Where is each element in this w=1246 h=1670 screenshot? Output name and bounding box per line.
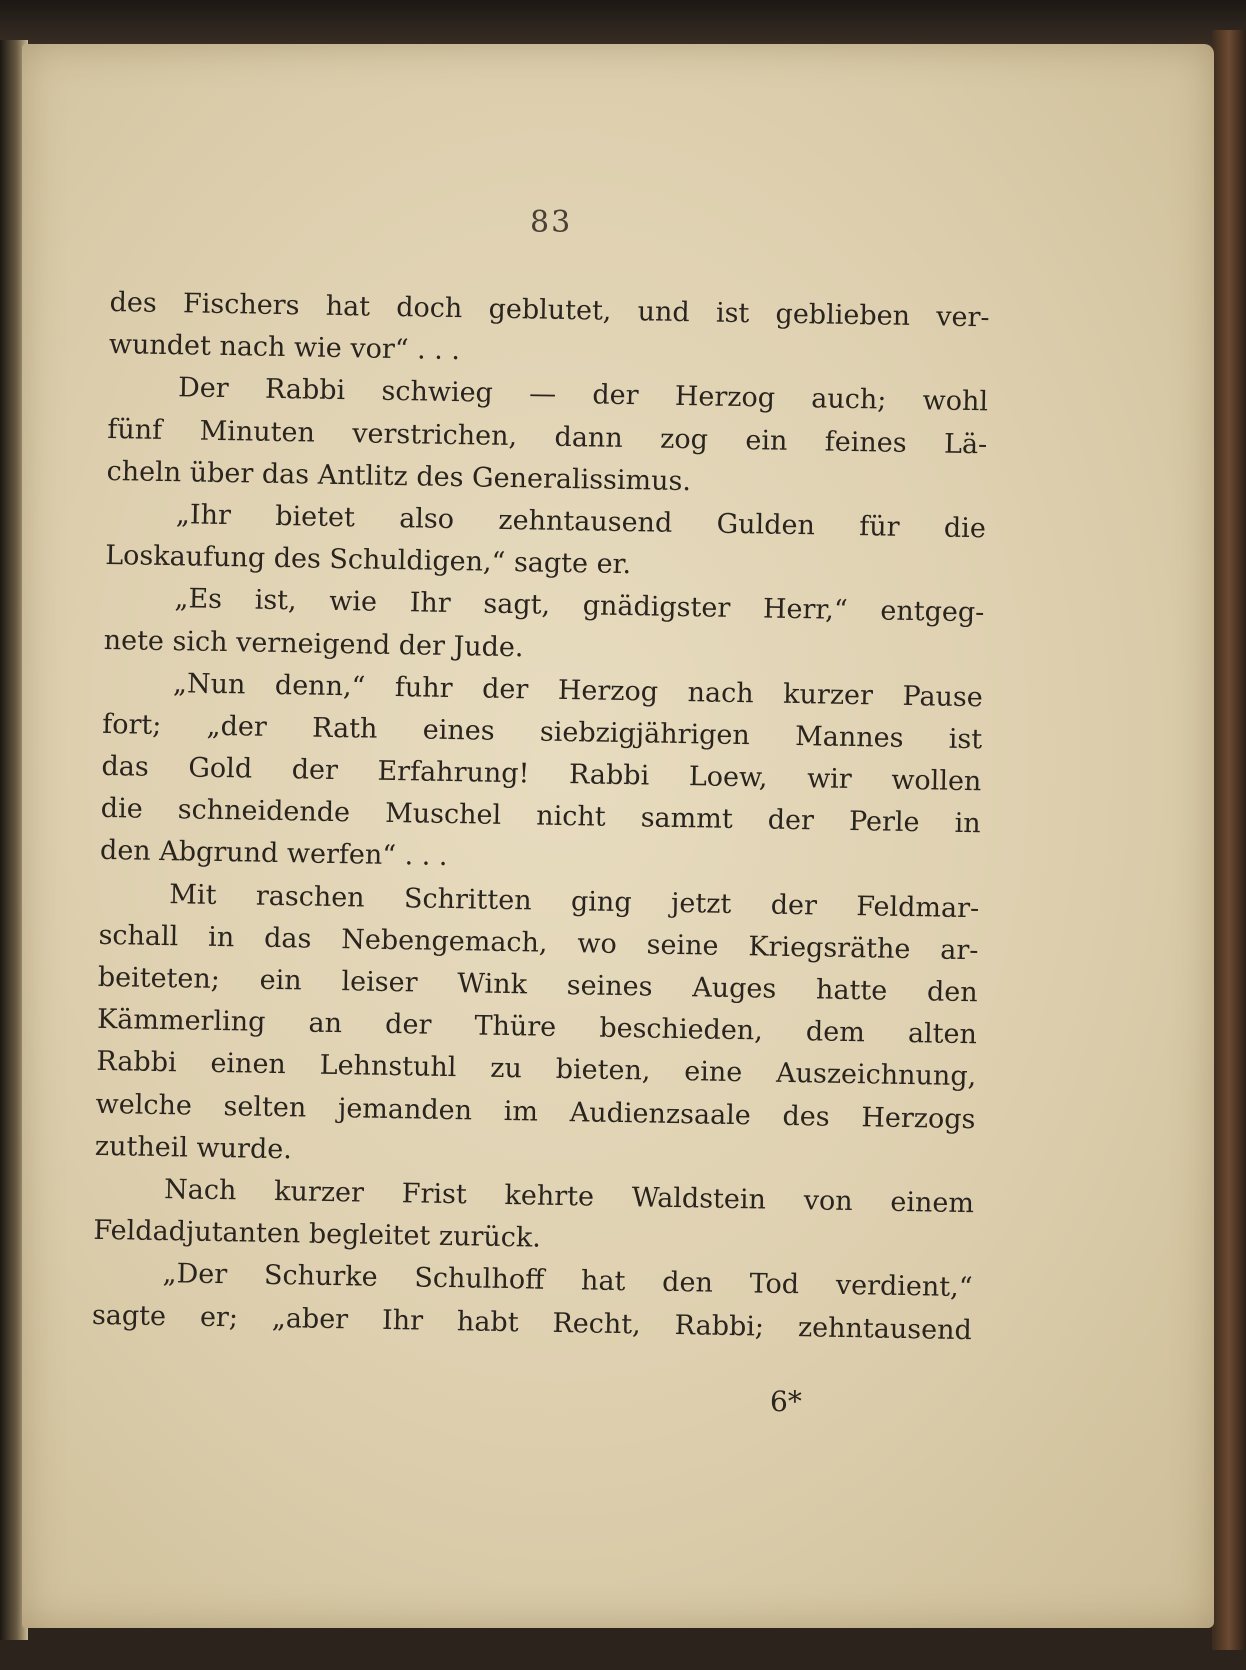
text-word: wohl	[922, 385, 989, 418]
text-word: welche	[95, 1088, 193, 1122]
text-word: sammt	[640, 802, 733, 836]
text-word: ein	[745, 424, 788, 457]
text-word: Gold	[188, 752, 253, 785]
text-word: habt	[456, 1305, 519, 1338]
text-word: zehntausend	[498, 504, 673, 539]
text-word: Auges	[692, 972, 777, 1005]
text-word: seines	[566, 970, 653, 1003]
text-word: im	[503, 1095, 539, 1128]
text-word: Muschel	[384, 798, 502, 832]
text-word: feines	[824, 426, 907, 459]
text-word: in	[207, 921, 235, 954]
text-word: von	[803, 1185, 853, 1218]
text-word: selten	[223, 1090, 307, 1124]
text-word: nach	[687, 676, 754, 709]
text-word: die	[100, 793, 143, 825]
text-word: Mit	[169, 878, 217, 911]
text-word: ist,	[254, 584, 297, 617]
text-word: hat	[580, 1265, 626, 1298]
text-word: Rabbi	[568, 759, 650, 792]
text-word: alten	[907, 1018, 978, 1051]
text-word: Rabbi;	[674, 1309, 765, 1343]
text-word: der	[592, 379, 639, 412]
text-word: sagte	[91, 1299, 167, 1332]
text-word: Fischers	[182, 288, 300, 322]
text-word: wo	[577, 928, 618, 960]
text-word: Minuten	[199, 415, 316, 449]
text-word: den	[661, 1267, 714, 1299]
text-word: einen	[210, 1048, 287, 1081]
text-word: geblieben	[775, 298, 911, 332]
text-word: Loew,	[688, 761, 768, 794]
text-word: fuhr	[394, 671, 453, 704]
text-word: Recht,	[552, 1307, 642, 1340]
text-word: auch;	[811, 383, 887, 416]
text-word: denn,“	[274, 669, 366, 703]
text-word: „Der	[162, 1258, 228, 1291]
text-word: der	[767, 804, 815, 837]
text-word: „Es	[174, 583, 223, 616]
text-word: Feldmar-	[856, 890, 980, 924]
text-word: Schritten	[403, 882, 532, 917]
text-word: kehrte	[504, 1179, 595, 1213]
text-word: siebzigjährigen	[539, 716, 751, 752]
text-word: Mannes	[794, 720, 904, 754]
text-word: verdient,“	[835, 1270, 973, 1304]
text-word: „Nun	[172, 667, 246, 701]
text-word: bietet	[275, 500, 356, 534]
text-word: den	[926, 976, 978, 1009]
text-word: nicht	[535, 800, 606, 833]
text-word: an	[308, 1007, 343, 1040]
text-line-content: wundet nach wie vor“ . . .	[108, 329, 461, 367]
text-word: wie	[329, 586, 378, 619]
text-word: Ihr	[381, 1304, 424, 1337]
text-word: ist	[715, 297, 750, 330]
text-word: entgeg-	[880, 595, 985, 629]
text-word: Thüre	[474, 1010, 557, 1044]
text-word: Rabbi	[96, 1046, 177, 1079]
text-word: Gulden	[716, 508, 816, 542]
text-word: Herr,“	[762, 593, 848, 627]
text-word: schwieg	[381, 376, 494, 410]
text-word: jetzt	[670, 887, 732, 920]
text-word: „Ihr	[175, 499, 232, 532]
text-line-content: den Abgrund werfen“ . . .	[99, 835, 448, 873]
text-line-content: cheln über das Antlitz des Generalissimus.	[106, 455, 692, 497]
text-word: beschieden,	[599, 1012, 764, 1047]
text-word: Nebengemach,	[340, 923, 548, 959]
text-word: Frist	[401, 1178, 468, 1211]
text-line-content: zutheil wurde.	[94, 1130, 293, 1166]
text-word: Lehnstuhl	[319, 1050, 457, 1084]
text-word: Herzog	[557, 674, 659, 708]
text-line-content: nete sich verneigend der Jude.	[103, 624, 524, 663]
text-word: Lä-	[943, 428, 988, 460]
text-word: Schulhoff	[414, 1262, 545, 1297]
text-word: in	[954, 808, 981, 840]
text-word: Kriegsräthe	[748, 931, 911, 965]
text-word: der	[481, 673, 529, 706]
text-word: ist	[948, 723, 983, 756]
text-word: Pause	[902, 680, 984, 713]
text-word: zehntausend	[797, 1311, 973, 1346]
text-word: beiteten;	[97, 961, 221, 996]
text-word: geblutet,	[488, 293, 612, 327]
page-number: 83	[530, 205, 573, 240]
text-word: Wink	[457, 968, 528, 1001]
text-word: „der	[206, 710, 268, 743]
text-word: raschen	[255, 880, 365, 914]
text-word: Perle	[848, 806, 920, 839]
text-word: fünf	[107, 413, 163, 446]
text-word: dem	[805, 1016, 866, 1049]
text-word: für	[858, 511, 900, 543]
text-word: wir	[806, 763, 853, 796]
text-word: ar-	[940, 934, 979, 967]
text-line-content: Loskaufung des Schuldigen,“ sagte er.	[104, 540, 632, 581]
text-word: wollen	[891, 764, 982, 798]
text-word: eines	[422, 714, 495, 747]
text-word: ver-	[935, 301, 990, 334]
text-word: also	[398, 503, 455, 535]
text-word: fort;	[102, 708, 162, 741]
text-word: Audienzsaale	[569, 1096, 752, 1131]
text-word: leiser	[341, 966, 418, 999]
text-line-content: Feldadjutanten begleitet zurück.	[93, 1214, 542, 1254]
text-word: Kämmerling	[96, 1004, 266, 1039]
text-word: Auszeichnung,	[775, 1058, 977, 1093]
text-word: die	[943, 512, 987, 545]
text-word: Rath	[311, 712, 378, 745]
text-word: bieten,	[555, 1054, 651, 1087]
text-word: der	[291, 754, 339, 787]
text-word: das	[263, 922, 312, 955]
text-word: gnädigster	[582, 590, 731, 625]
text-word: zu	[490, 1053, 523, 1085]
body-text	[92, 282, 990, 1352]
text-word: —	[528, 378, 557, 411]
text-word: ging	[570, 885, 632, 918]
text-word: eine	[684, 1056, 743, 1089]
text-word: Waldstein	[631, 1182, 767, 1216]
text-word: schneidende	[177, 794, 351, 829]
text-word: der	[770, 889, 818, 922]
text-word: des	[109, 286, 158, 319]
text-word: das	[101, 750, 150, 783]
text-word: hatte	[815, 974, 888, 1007]
book-cover-edge	[1212, 30, 1246, 1650]
text-word: Herzogs	[861, 1101, 976, 1135]
text-word: sagt,	[483, 588, 551, 622]
text-word: kurzer	[273, 1175, 365, 1209]
text-word: hat	[325, 290, 371, 323]
text-word: seine	[646, 929, 719, 962]
text-word: verstrichen,	[352, 417, 518, 452]
text-word: und	[637, 296, 690, 329]
text-word: Erfahrung!	[377, 755, 530, 790]
text-word: jemanden	[337, 1092, 473, 1127]
text-word: Nach	[163, 1174, 237, 1207]
text-word: doch	[396, 292, 463, 325]
text-word: des	[782, 1100, 830, 1133]
text-word: ein	[259, 964, 302, 997]
text-word: „aber	[271, 1302, 349, 1335]
text-word: schall	[98, 919, 179, 953]
signature-mark: 6*	[770, 1385, 802, 1418]
text-word: Der	[177, 372, 229, 405]
text-word: er;	[199, 1301, 239, 1333]
text-word: der	[384, 1009, 432, 1041]
text-word: zog	[659, 423, 709, 456]
book-top-edge	[0, 0, 1246, 50]
text-word: Tod	[749, 1268, 800, 1301]
text-word: einem	[890, 1186, 975, 1220]
text-word: Rabbi	[264, 374, 346, 407]
text-word: Schurke	[263, 1260, 378, 1294]
text-word: dann	[554, 421, 624, 454]
text-word: Ihr	[409, 587, 451, 620]
text-word: kurzer	[782, 678, 874, 712]
text-word: Herzog	[674, 381, 776, 414]
